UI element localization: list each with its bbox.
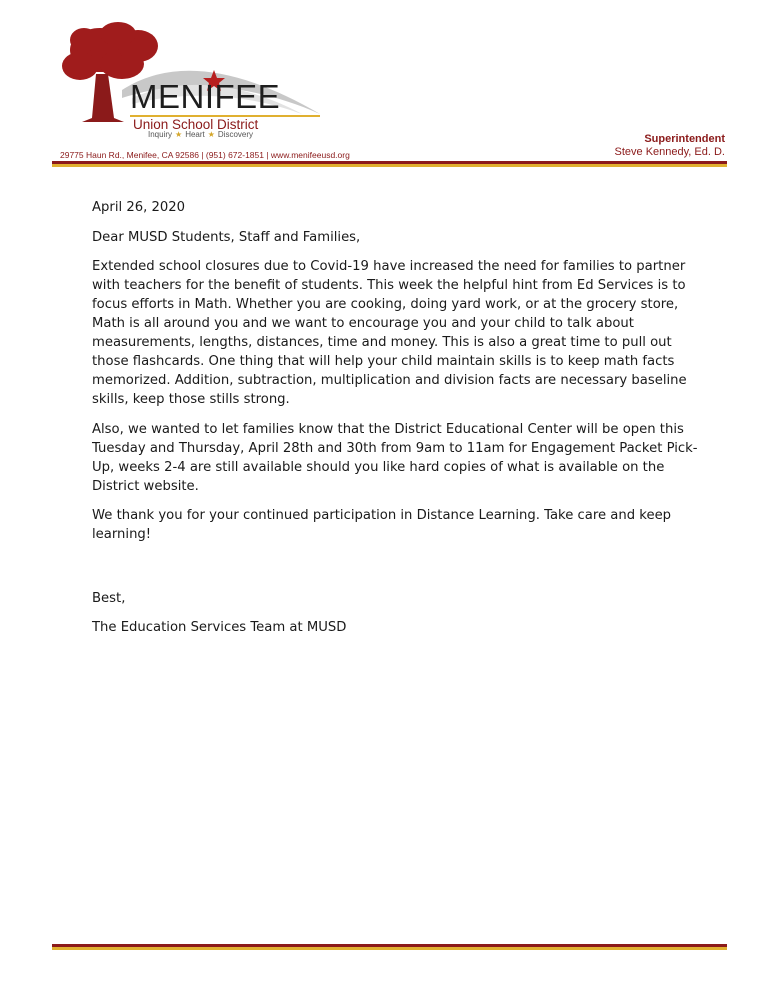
letter-salutation: Dear MUSD Students, Staff and Families, xyxy=(92,229,361,245)
letter-paragraph: Also, we wanted to let families know that the District Educational Center will be open this Tuesday and Thursday, April 28th and 30th from 9am to 11am for Engagement Packet Pick-Up, weeks 2-4 are still available should you like hard copies of what is available on the District website. xyxy=(92,421,698,494)
closing-spacer xyxy=(92,555,702,589)
letter-signature: The Education Services Team at MUSD xyxy=(92,620,347,635)
small-star-icon: ★ xyxy=(175,130,183,139)
motto-word: Heart xyxy=(185,130,205,139)
motto-word: Discovery xyxy=(217,130,254,139)
letterhead xyxy=(0,0,777,170)
letter-paragraph: We thank you for your continued participation in Distance Learning. Take care and keep learning! xyxy=(92,508,672,542)
letter-body xyxy=(92,198,702,648)
motto-word: Inquiry xyxy=(148,130,173,139)
superintendent-name: Steve Kennedy, Ed. D. xyxy=(614,146,725,158)
district-name: MENIFEE xyxy=(130,78,281,115)
district-subtitle: Union School District xyxy=(133,117,259,132)
district-motto xyxy=(148,131,253,139)
letter-closing: Best, xyxy=(92,590,126,606)
superintendent-block xyxy=(615,133,725,159)
superintendent-title: Superintendent xyxy=(644,133,725,145)
letter-paragraph: Extended school closures due to Covid-19 have increased the need for families to partner with teachers for the benefit of students. This week the helpful hint from Ed Services is to focus efforts in Math. Whether you are cooking, doing yard work, or at the grocery store, Math is all around you and we want to encourage you and your child to talk about measurements, lengths, distances, time and money. This is also a great time to pull out those flashcards. One thing that will help your child maintain skills is to keep math facts memorized. Addition, subtraction, multiplication and division facts are necessary baseline skills, keep those stills strong. xyxy=(92,259,687,407)
footer-divider xyxy=(52,944,727,950)
small-star-icon: ★ xyxy=(207,130,215,139)
header-divider xyxy=(52,161,727,167)
contact-line: 29775 Haun Rd., Menifee, CA 92586 | (951) 672-1851 | www.menifeeusd.org xyxy=(60,150,350,160)
letter-date: April 26, 2020 xyxy=(92,200,186,215)
